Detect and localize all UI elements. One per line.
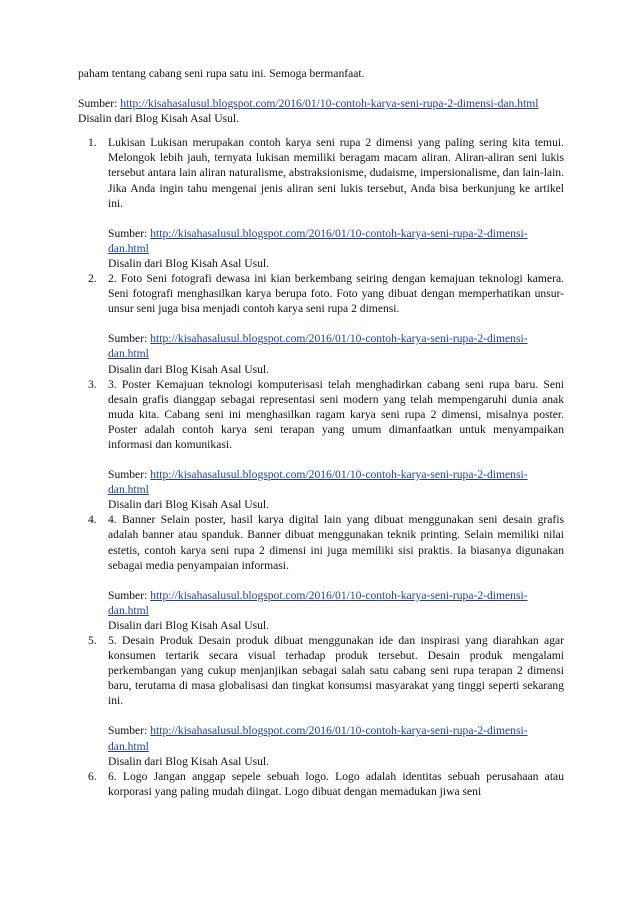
list-item — [78, 512, 564, 633]
item-text: Lukisan Lukisan merupakan contoh karya seni rupa 2 dimensi yang paling sering kita temui. Melongok lebih jauh, ternyata lukisan memiliki beragam macam aliran. Aliran-aliran seni lukis tersebut antara lain aliran naturalisme, abstraksionisme, dudaisme, impersionalisme, dan lain-lain. Jika Anda ingin tahu mengenai jenis aliran seni lukis tersebut, Anda bisa berkunjung ke artikel ini. — [108, 136, 564, 210]
item-source-line — [108, 331, 564, 361]
item-source-line — [108, 723, 564, 753]
item-text: 4. Banner Selain poster, hasil karya digital lain yang dibuat menggunakan seni desain grafis adalah banner atau spanduk. Banner dibuat menggunakan teknik printing. Selain memiliki nilai estetis, contoh karya seni rupa 2 dimensi ini juga memiliki sisi praktis. Ia biasanya digunakan sebagai media penyampaian informasi. — [108, 513, 564, 572]
copied-from-note: Disalin dari Blog Kisah Asal Usul. — [108, 498, 270, 512]
intro-paragraph: paham tentang cabang seni rupa satu ini. Semoga bermanfaat. — [78, 67, 365, 80]
source-link[interactable]: http://kisahasalusul.blogspot.com/2016/01/10-contoh-karya-seni-rupa-2-dimensi-dan.html — [108, 588, 528, 617]
item-number: 1. — [88, 136, 97, 150]
copied-from-note: Disalin dari Blog Kisah Asal Usul. — [108, 256, 270, 270]
copied-from-note: Disalin dari Blog Kisah Asal Usul. — [78, 112, 240, 126]
copied-from-note: Disalin dari Blog Kisah Asal Usul. — [108, 362, 270, 376]
source-link[interactable]: http://kisahasalusul.blogspot.com/2016/01/10-contoh-karya-seni-rupa-2-dimensi-dan.html — [108, 332, 528, 361]
source-label: Sumber: — [108, 226, 148, 240]
source-label: Sumber: — [108, 588, 148, 602]
item-source-line — [108, 467, 564, 497]
list-item — [78, 633, 564, 769]
list-item — [78, 377, 564, 513]
list-item — [78, 135, 564, 271]
list-item — [78, 769, 564, 799]
item-text: 6. Logo Jangan anggap sepele sebuah logo. Logo adalah identitas sebuah perusahaan atau korporasi yang paling mudah diingat. Logo dibuat dengan memadukan jiwa seni — [108, 769, 564, 798]
copied-from-note: Disalin dari Blog Kisah Asal Usul. — [108, 754, 270, 768]
source-link[interactable]: http://kisahasalusul.blogspot.com/2016/01/10-contoh-karya-seni-rupa-2-dimensi-dan.html — [108, 468, 528, 497]
item-text: 3. Poster Kemajuan teknologi komputerisasi telah menghadirkan cabang seni rupa baru. Seni desain grafis dianggap sebagai representasi seni modern yang telah mempengaruhi dunia anak muda kita. Cabang seni ini menghasilkan ragam karya seni rupa 2 dimensi, misalnya poster. Poster adalah contoh karya seni terapan yang umum dimanfaatkan untuk menyampaikan informasi dan komunikasi. — [108, 377, 564, 451]
item-number: 5. — [88, 634, 97, 647]
source-line — [78, 96, 564, 111]
copied-from-note: Disalin dari Blog Kisah Asal Usul. — [108, 618, 270, 632]
document-body — [78, 66, 564, 799]
numbered-list — [78, 135, 564, 799]
source-label: Sumber: — [78, 97, 118, 111]
source-label: Sumber: — [108, 724, 148, 738]
source-link[interactable]: http://kisahasalusul.blogspot.com/2016/01/10-contoh-karya-seni-rupa-2-dimensi-dan.html — [108, 226, 528, 255]
item-text: 2. Foto Seni fotografi dewasa ini kian berkembang seiring dengan kemajuan teknologi kamera. Seni fotografi menghasilkan karya berupa foto. Foto yang dibuat dengan memperhatikan unsur-unsur seni juga bisa menjadi contoh karya seni rupa 2 dimensi. — [108, 272, 564, 316]
item-number: 3. — [88, 377, 97, 391]
source-label: Sumber: — [108, 468, 148, 482]
source-label: Sumber: — [108, 332, 148, 346]
item-text: 5. Desain Produk Desain produk dibuat menggunakan ide dan inspirasi yang diarahkan agar konsumen tertarik secara visual terhadap produk tersebut. Desain produk mengalami perkembangan yang cukup menjanjikan sebagai salah satu cabang seni rupa terapan 2 dimensi baru, terutama di masa globalisasi dan tingkat konsumsi masyarakat yang tinggi seperti sekarang ini. — [108, 634, 564, 708]
list-item — [78, 271, 564, 377]
item-number: 4. — [88, 513, 97, 527]
source-link[interactable]: http://kisahasalusul.blogspot.com/2016/01/10-contoh-karya-seni-rupa-2-dimensi-dan.html — [108, 724, 528, 753]
item-number: 6. — [88, 769, 97, 783]
item-number: 2. — [88, 272, 97, 286]
source-link[interactable]: http://kisahasalusul.blogspot.com/2016/01/10-contoh-karya-seni-rupa-2-dimensi-dan.html — [120, 97, 539, 111]
item-source-line — [108, 226, 564, 256]
item-source-line — [108, 588, 564, 618]
